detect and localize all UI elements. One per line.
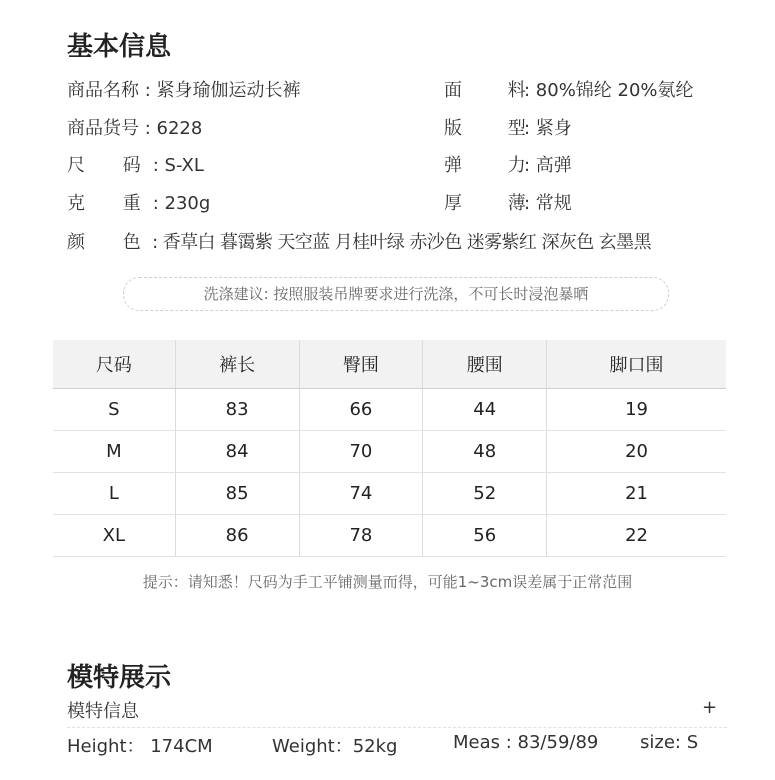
header-waist: 腰围 bbox=[423, 340, 547, 389]
table-cell: 70 bbox=[299, 431, 423, 473]
label-name: 商品名称 bbox=[67, 80, 139, 101]
header-hip: 臀围 bbox=[299, 340, 423, 389]
model-title: 模特展示 bbox=[67, 663, 172, 693]
table-cell: 48 bbox=[423, 431, 547, 473]
model-measurements: Meas : 83/59/89 bbox=[453, 732, 599, 753]
divider bbox=[67, 727, 727, 728]
measurement-hint: 提示：请知悉！尺码为手工平铺测量而得，可能1~3cm误差属于正常范围 bbox=[142, 573, 633, 591]
label-weight: 克 重 bbox=[67, 193, 141, 214]
info-row-fabric: 面 料: 80%锦纶 20%氨纶 bbox=[444, 76, 694, 102]
table-row bbox=[53, 389, 726, 431]
header-length: 裤长 bbox=[175, 340, 299, 389]
table-cell: 52 bbox=[423, 473, 547, 515]
value-fit: 紧身 bbox=[535, 118, 572, 139]
info-row-thickness: 厚 薄: 常规 bbox=[444, 189, 572, 215]
table-cell: 21 bbox=[547, 473, 726, 515]
table-cell: 85 bbox=[175, 473, 299, 515]
table-row bbox=[53, 515, 726, 557]
label-fit: 版 型 bbox=[444, 118, 526, 139]
model-size: size: S bbox=[640, 732, 699, 753]
label-thickness: 厚 薄 bbox=[444, 193, 526, 214]
info-row-sku: 商品货号 : 6228 bbox=[67, 114, 202, 140]
table-cell: 66 bbox=[299, 389, 423, 431]
info-row-size: 尺 码 : S-XL bbox=[67, 151, 204, 177]
expand-icon[interactable]: + bbox=[702, 697, 718, 718]
info-row-colors: 颜 色 : 香草白 暮霭紫 天空蓝 月桂叶绿 赤沙色 迷雾紫红 深灰色 玄墨黑 bbox=[67, 228, 651, 254]
value-size: S-XL bbox=[164, 155, 204, 176]
info-row-name: 商品名称 : 紧身瑜伽运动长裤 bbox=[67, 76, 301, 102]
table-row bbox=[53, 431, 726, 473]
table-cell: 20 bbox=[547, 431, 726, 473]
table-cell: 44 bbox=[423, 389, 547, 431]
table-cell: 83 bbox=[175, 389, 299, 431]
table-cell: 84 bbox=[175, 431, 299, 473]
label-sku: 商品货号 bbox=[67, 118, 139, 139]
table-cell: 22 bbox=[547, 515, 726, 557]
label-size: 尺 码 bbox=[67, 155, 141, 176]
model-weight: Weight：52kg bbox=[272, 736, 398, 757]
table-cell: M bbox=[53, 431, 175, 473]
table-row bbox=[53, 473, 726, 515]
value-weight: 230g bbox=[164, 193, 211, 214]
info-row-elasticity: 弹 力: 高弹 bbox=[444, 151, 572, 177]
model-info-label: 模特信息 bbox=[67, 701, 139, 722]
value-fabric: 80%锦纶 20%氨纶 bbox=[535, 80, 694, 101]
value-sku: 6228 bbox=[156, 118, 203, 139]
label-elasticity: 弹 力 bbox=[444, 155, 526, 176]
value-elasticity: 高弹 bbox=[535, 155, 572, 176]
table-cell: XL bbox=[53, 515, 175, 557]
table-cell: 78 bbox=[299, 515, 423, 557]
table-cell: 74 bbox=[299, 473, 423, 515]
info-row-weight: 克 重 : 230g bbox=[67, 189, 210, 215]
size-table bbox=[53, 340, 726, 557]
label-colors: 颜 色 bbox=[67, 232, 141, 253]
info-row-fit: 版 型: 紧身 bbox=[444, 114, 572, 140]
header-size: 尺码 bbox=[53, 340, 175, 389]
value-name: 紧身瑜伽运动长裤 bbox=[156, 80, 301, 101]
model-height: Height： 174CM bbox=[67, 736, 213, 757]
table-cell: S bbox=[53, 389, 175, 431]
value-colors: 香草白 暮霭紫 天空蓝 月桂叶绿 赤沙色 迷雾紫红 深灰色 玄墨黑 bbox=[162, 232, 651, 253]
basic-info-title: 基本信息 bbox=[67, 32, 172, 62]
table-cell: 86 bbox=[175, 515, 299, 557]
table-header-row bbox=[53, 340, 726, 389]
value-thickness: 常规 bbox=[535, 193, 572, 214]
table-cell: 56 bbox=[423, 515, 547, 557]
table-cell: 19 bbox=[547, 389, 726, 431]
header-hem: 脚口围 bbox=[547, 340, 726, 389]
label-fabric: 面 料 bbox=[444, 80, 526, 101]
table-cell: L bbox=[53, 473, 175, 515]
wash-note: 洗涤建议: 按照服装吊牌要求进行洗涤，不可长时浸泡暴晒 bbox=[123, 277, 669, 311]
